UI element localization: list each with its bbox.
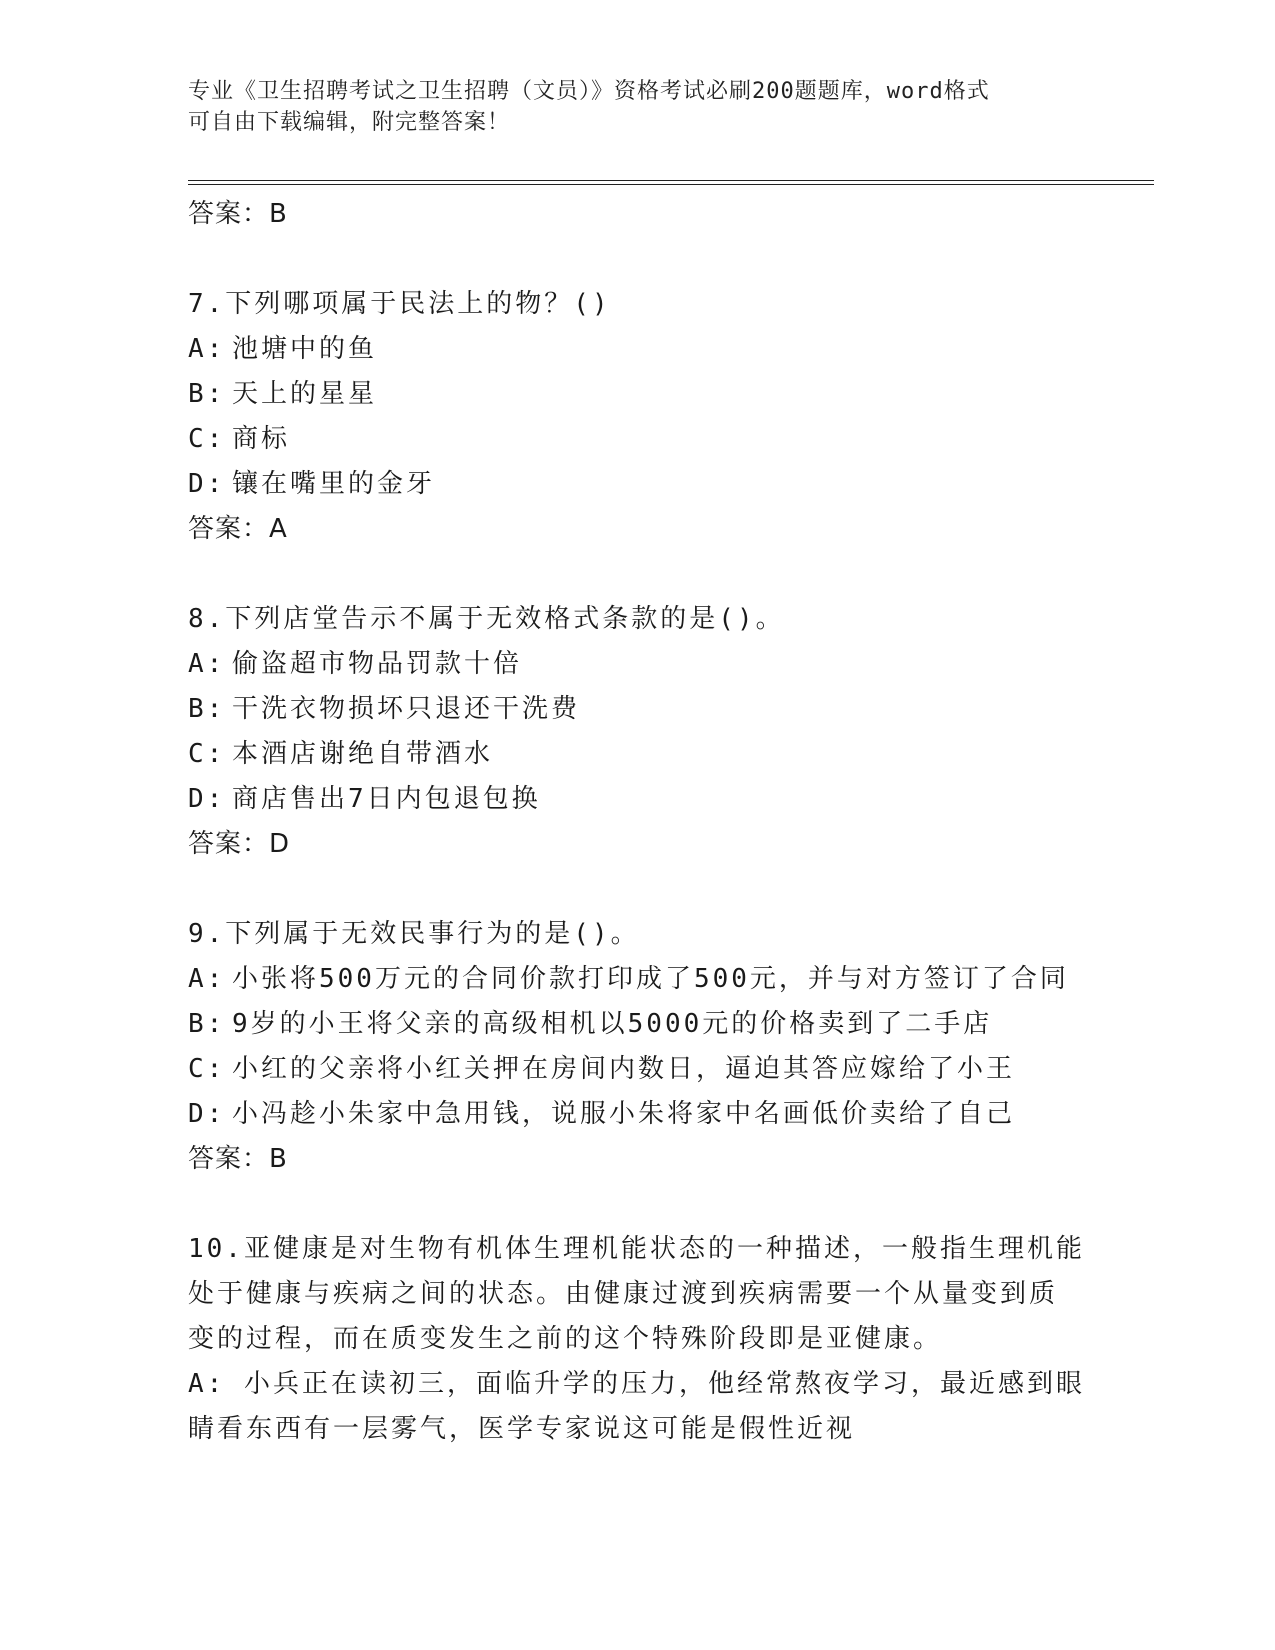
header-line-2: 可自由下载编辑，附完整答案！ [188, 110, 511, 135]
option-label: D: [188, 469, 226, 499]
option-b [188, 372, 1088, 417]
option-text: 池塘中的鱼 [232, 334, 378, 364]
question-stem [188, 1227, 1088, 1362]
option-label: A: [188, 649, 226, 679]
question-stem: 7.下列哪项属于民法上的物？() [188, 289, 611, 319]
header-line-1: 专业《卫生招聘考试之卫生招聘（文员）》资格考试必刷200题题库，word格式 [188, 79, 990, 104]
option-text-line: A: 小兵正在读初三，面临升学的压力，他经常熬夜学习，最近感到眼 [188, 1369, 1085, 1399]
question-8 [188, 597, 1088, 866]
option-label: D: [188, 1099, 226, 1129]
answer: 答案：B [188, 1144, 288, 1174]
option-label: C: [188, 739, 226, 769]
question-stem-line: 处于健康与疾病之间的状态。由健康过渡到疾病需要一个从量变到质 [188, 1279, 1059, 1309]
document-header [188, 76, 1088, 138]
question-stem-line: 变的过程，而在质变发生之前的这个特殊阶段即是亚健康。 [188, 1324, 943, 1354]
question-10 [188, 1227, 1088, 1452]
option-text: 小红的父亲将小红关押在房间内数日，逼迫其答应嫁给了小王 [232, 1054, 1016, 1084]
option-b [188, 687, 1088, 732]
answer-previous: 答案：B [188, 199, 288, 229]
option-text-line: 睛看东西有一层雾气，医学专家说这可能是假性近视 [188, 1414, 856, 1444]
option-d [188, 462, 1088, 507]
option-c [188, 732, 1088, 777]
option-text: 小冯趁小朱家中急用钱，说服小朱将家中名画低价卖给了自己 [232, 1099, 1016, 1129]
option-b [188, 1002, 1088, 1047]
option-a [188, 327, 1088, 372]
question-7 [188, 282, 1088, 551]
answer: 答案：A [188, 514, 288, 544]
option-c [188, 417, 1088, 462]
option-a [188, 1362, 1088, 1452]
option-a [188, 642, 1088, 687]
option-text: 偷盗超市物品罚款十倍 [232, 649, 523, 679]
option-text: 9岁的小王将父亲的高级相机以5000元的价格卖到了二手店 [232, 1009, 993, 1039]
option-text: 干洗衣物损坏只退还干洗费 [232, 694, 581, 724]
option-a [188, 957, 1088, 1002]
option-text: 商标 [232, 424, 291, 454]
option-text: 本酒店谢绝自带酒水 [232, 739, 494, 769]
option-label: B: [188, 379, 226, 409]
option-text: 商店售出7日内包退包换 [232, 784, 541, 814]
option-text: 小张将500万元的合同价款打印成了500元，并与对方签订了合同 [232, 964, 1069, 994]
question-stem-line: 10.亚健康是对生物有机体生理机能状态的一种描述，一般指生理机能 [188, 1234, 1085, 1264]
option-d [188, 777, 1088, 822]
option-text: 镶在嘴里的金牙 [232, 469, 436, 499]
header-rule-top [188, 180, 1154, 181]
option-c [188, 1047, 1088, 1092]
question-stem: 9.下列属于无效民事行为的是()。 [188, 919, 640, 949]
option-label: A: [188, 964, 226, 994]
question-9 [188, 912, 1088, 1181]
answer: 答案：D [188, 829, 291, 859]
document-body [188, 192, 1088, 1452]
option-label: A: [188, 334, 226, 364]
option-d [188, 1092, 1088, 1137]
question-stem: 8.下列店堂告示不属于无效格式条款的是()。 [188, 604, 785, 634]
option-text: 天上的星星 [232, 379, 378, 409]
option-label: D: [188, 784, 226, 814]
option-label: C: [188, 424, 226, 454]
option-label: B: [188, 1009, 226, 1039]
option-label: B: [188, 694, 226, 724]
option-label: C: [188, 1054, 226, 1084]
header-rule-bottom [188, 184, 1154, 185]
